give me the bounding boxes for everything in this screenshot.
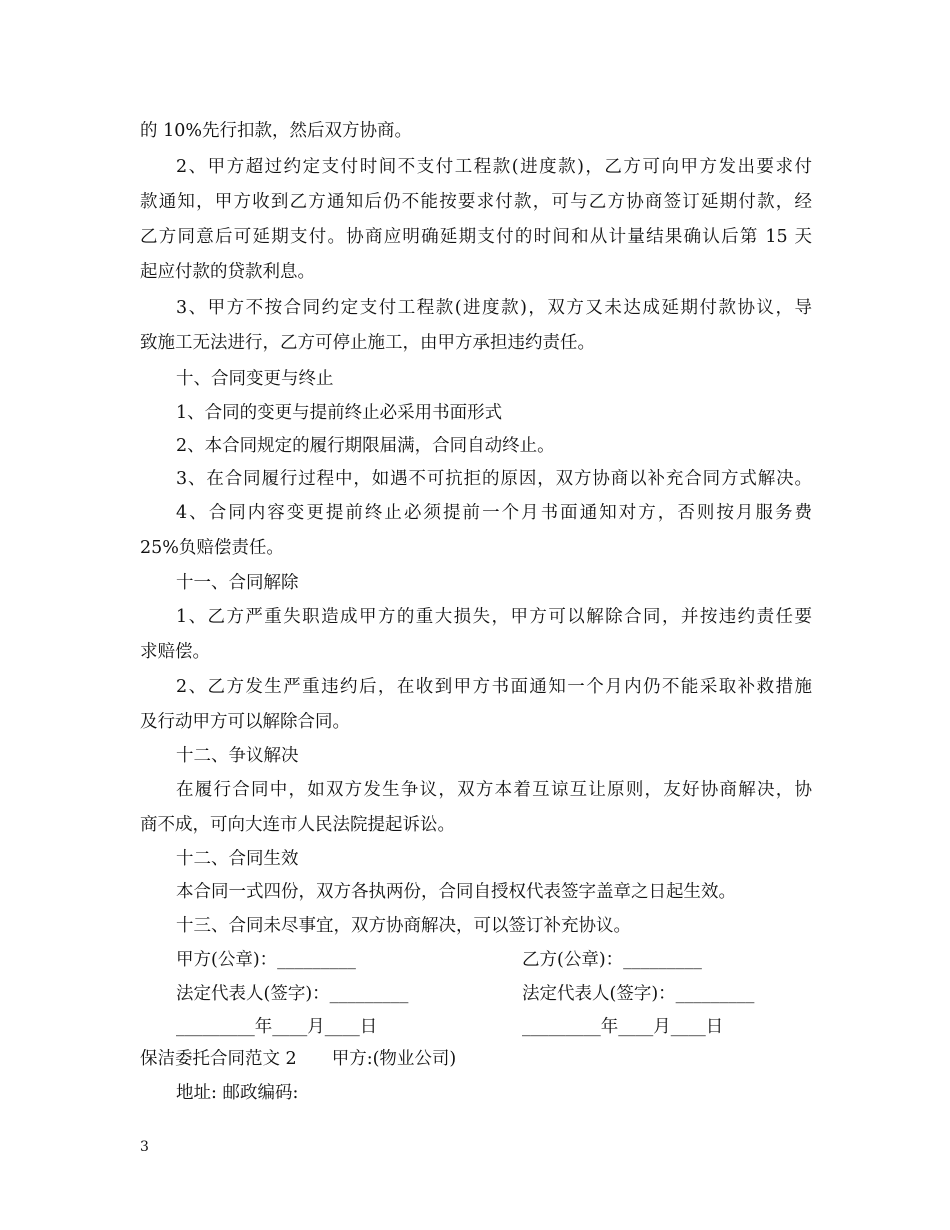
paragraph-line: 25%负赔偿责任。 — [140, 538, 284, 558]
paragraph-line: 1、乙方严重失职造成甲方的重大损失，甲方可以解除合同，并按违约责任要 — [176, 607, 812, 627]
paragraph-line: 3、甲方不按合同约定支付工程款(进度款)，双方又未达成延期付款协议，导 — [176, 298, 812, 318]
paragraph-line: 起应付款的贷款利息。 — [140, 262, 315, 282]
paragraph-line: 1、合同的变更与提前终止必采用书面形式 — [176, 403, 503, 423]
paragraph-line: 3、在合同履行过程中，如遇不可抗拒的原因，双方协商以补充合同方式解决。 — [176, 469, 812, 489]
party-b-representative-field: 法定代表人(签字)：_________ — [522, 984, 755, 1004]
party-b-date-field: _________年____月____日 — [522, 1017, 724, 1037]
paragraph-line: 十三、合同未尽事宜，双方协商解决，可以签订补充协议。 — [176, 916, 631, 936]
section-heading: 十二、争议解决 — [176, 746, 299, 766]
next-document-title: 保洁委托合同范文 2 甲方:(物业公司) — [140, 1049, 457, 1069]
paragraph-line: 款通知，甲方收到乙方通知后仍不能按要求付款，可与乙方协商签订延期付款，经 — [140, 192, 812, 212]
paragraph-line: 及行动甲方可以解除合同。 — [140, 712, 350, 732]
party-a-seal-field: 甲方(公章)：_________ — [176, 950, 356, 970]
section-heading: 十一、合同解除 — [176, 573, 299, 593]
paragraph-line: 本合同一式四份，双方各执两份，合同自授权代表签字盖章之日起生效。 — [176, 882, 736, 902]
paragraph-line: 2、乙方发生严重违约后，在收到甲方书面通知一个月内仍不能采取补救措施 — [176, 677, 812, 697]
address-line: 地址: 邮政编码: — [176, 1083, 299, 1103]
paragraph-line: 在履行合同中，如双方发生争议，双方本着互谅互让原则，友好协商解决，协 — [176, 780, 812, 800]
paragraph-line: 致施工无法进行，乙方可停止施工，由甲方承担违约责任。 — [140, 333, 595, 353]
paragraph-line: 商不成，可向大连市人民法院提起诉讼。 — [140, 815, 455, 835]
paragraph-line: 2、甲方超过约定支付时间不支付工程款(进度款)，乙方可向甲方发出要求付 — [176, 157, 812, 177]
paragraph-line: 2、本合同规定的履行期限届满，合同自动终止。 — [176, 436, 555, 456]
section-heading: 十、合同变更与终止 — [176, 369, 334, 389]
party-a-date-field: _________年____月____日 — [176, 1017, 378, 1037]
paragraph-line: 的 10%先行扣款，然后双方协商。 — [140, 121, 412, 141]
paragraph-line: 4、合同内容变更提前终止必须提前一个月书面通知对方，否则按月服务费 — [176, 503, 812, 523]
section-heading: 十二、合同生效 — [176, 849, 299, 869]
paragraph-line: 乙方同意后可延期支付。协商应明确延期支付的时间和从计量结果确认后第 15 天 — [140, 227, 812, 247]
party-b-seal-field: 乙方(公章)：_________ — [522, 950, 702, 970]
paragraph-line: 求赔偿。 — [140, 642, 210, 662]
page-number: 3 — [140, 1139, 149, 1155]
party-a-representative-field: 法定代表人(签字)：_________ — [176, 984, 409, 1004]
